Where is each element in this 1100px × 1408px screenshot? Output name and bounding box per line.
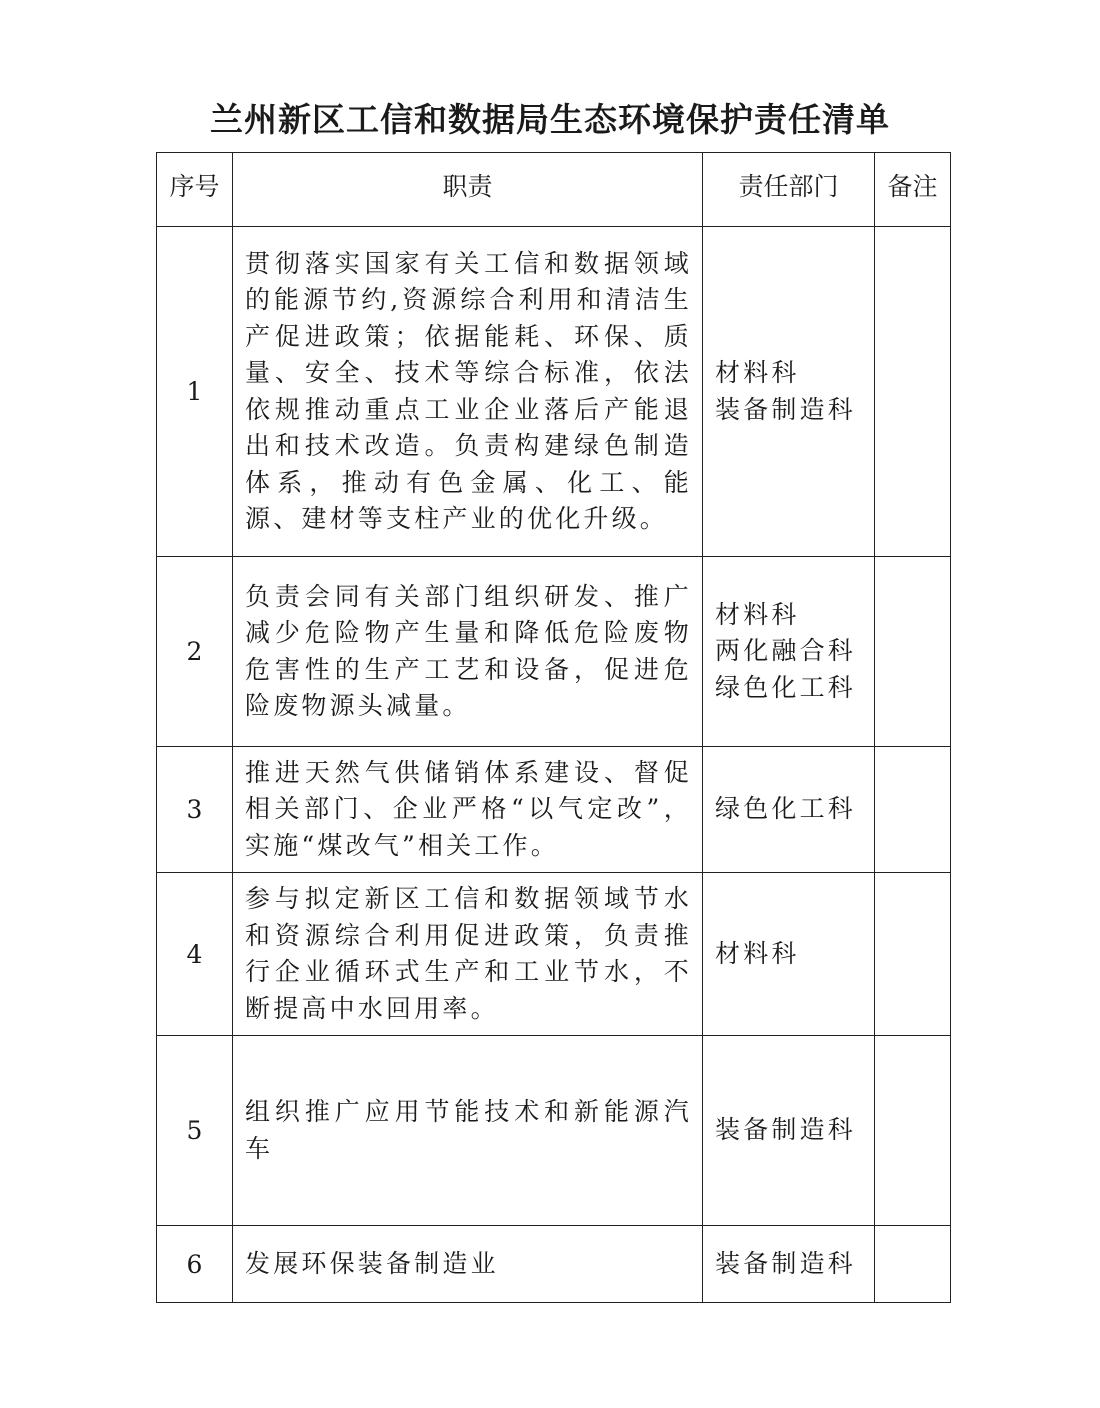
row-no: 5	[157, 1036, 233, 1226]
table-row	[157, 557, 951, 747]
row-dept	[703, 1036, 875, 1226]
header-no: 序号	[157, 153, 233, 227]
row-note	[875, 557, 951, 747]
row-no: 1	[157, 227, 233, 557]
header-dept: 责任部门	[703, 153, 875, 227]
row-dept	[703, 557, 875, 747]
row-no: 3	[157, 747, 233, 873]
row-no: 6	[157, 1226, 233, 1303]
header-note: 备注	[875, 153, 951, 227]
row-duty: 组织推广应用节能技术和新能源汽车	[233, 1036, 703, 1226]
page-title: 兰州新区工信和数据局生态环境保护责任清单	[210, 100, 890, 139]
responsibility-table	[156, 152, 951, 1303]
dept-name: 装备制造科	[715, 1248, 857, 1278]
table-row	[157, 747, 951, 873]
row-note	[875, 1036, 951, 1226]
table-row	[157, 1226, 951, 1303]
row-no: 2	[157, 557, 233, 747]
dept-name: 装备制造科	[715, 394, 857, 424]
table-header-row	[157, 153, 951, 227]
row-duty: 推进天然气供储销体系建设、督促相关部门、企业严格“以气定改”，实施“煤改气”相关工作。	[233, 747, 703, 873]
table-row	[157, 1036, 951, 1226]
header-duty: 职责	[233, 153, 703, 227]
row-duty: 负责会同有关部门组织研发、推广减少危险物产生量和降低危险废物危害性的生产工艺和设备，促进危险废物源头减量。	[233, 557, 703, 747]
row-dept	[703, 873, 875, 1036]
row-duty: 贯彻落实国家有关工信和数据领域的能源节约,资源综合利用和清洁生产促进政策；依据能耗、环保、质量、安全、技术等综合标准，依法依规推动重点工业企业落后产能退出和技术改造。负责构建绿色制造体系，推动有色金属、化工、能源、建材等支柱产业的优化升级。	[233, 227, 703, 557]
dept-name: 材料科	[715, 938, 800, 968]
row-note	[875, 873, 951, 1036]
row-dept	[703, 747, 875, 873]
dept-name: 绿色化工科	[715, 672, 857, 702]
row-note	[875, 227, 951, 557]
table-row	[157, 227, 951, 557]
row-note	[875, 1226, 951, 1303]
dept-name: 两化融合科	[715, 636, 857, 666]
dept-name: 材料科	[715, 358, 800, 387]
row-no: 4	[157, 873, 233, 1036]
row-duty: 参与拟定新区工信和数据领域节水和资源综合利用促进政策，负责推行企业循环式生产和工业节水，不断提高中水回用率。	[233, 873, 703, 1036]
table-row	[157, 873, 951, 1036]
row-duty: 发展环保装备制造业	[233, 1226, 703, 1303]
dept-name: 绿色化工科	[715, 794, 857, 824]
row-dept	[703, 1226, 875, 1303]
row-note	[875, 747, 951, 873]
dept-name: 装备制造科	[715, 1115, 857, 1145]
dept-name: 材料科	[715, 599, 800, 629]
row-dept	[703, 227, 875, 557]
